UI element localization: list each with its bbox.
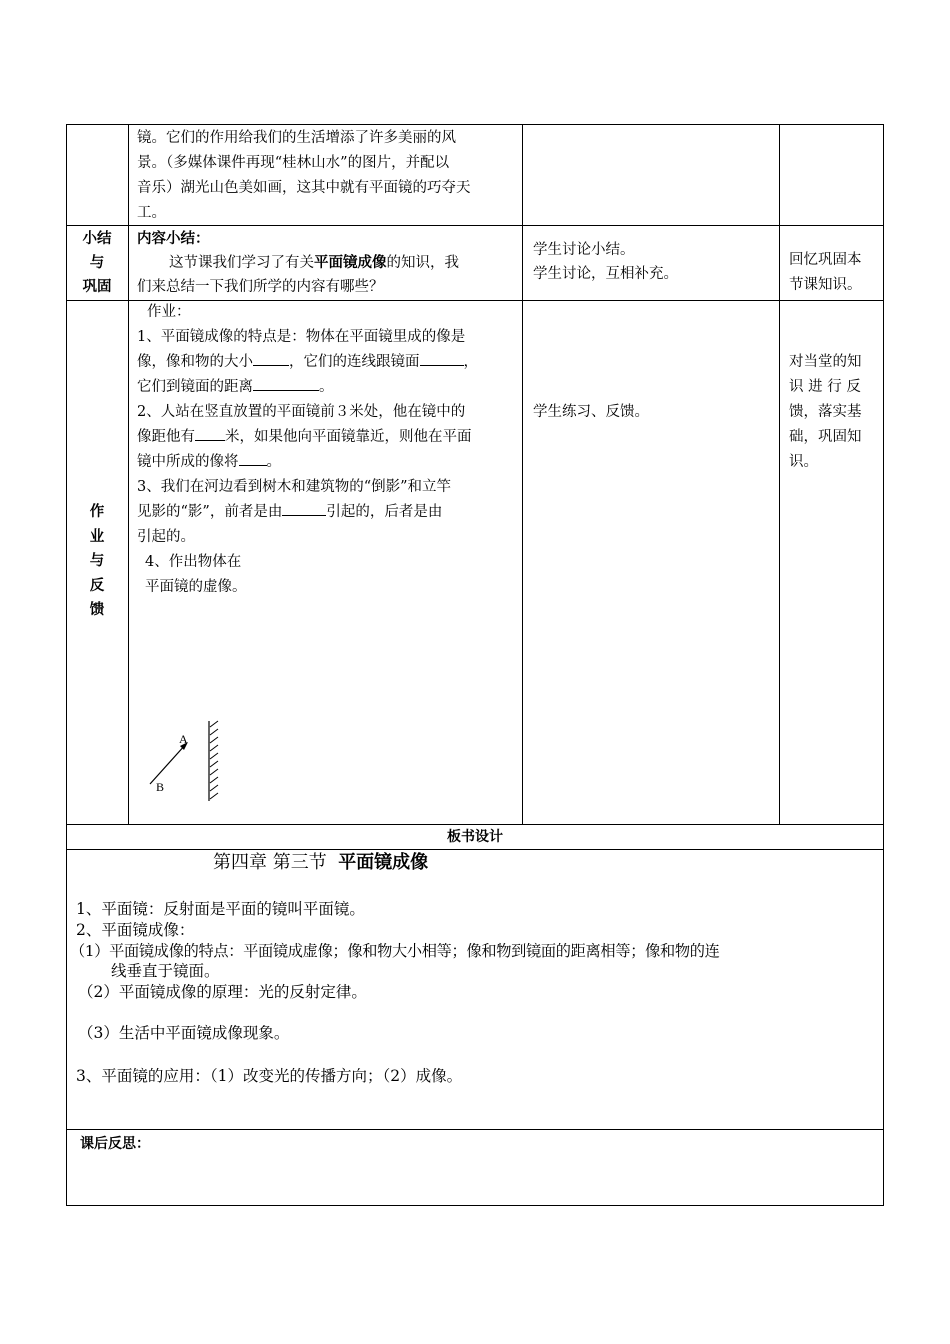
point-a-label: A [179, 732, 188, 746]
homework-label: 作 业 与 反 馈 [89, 504, 105, 618]
intro-content [137, 126, 521, 226]
board-line: 线垂直于镜面。 [111, 962, 220, 980]
homework-title: 作业： [147, 304, 191, 320]
column-divider [779, 124, 780, 824]
homework-purpose: 对当堂的知 识 进 行 反 馈，落实基 础，巩固知 识。 [789, 354, 862, 470]
summary-text-line: 们来总结一下我们所学的内容有哪些？ [137, 279, 384, 295]
question-4: 4、作出物体在 [145, 554, 242, 570]
summary-label: 小结 与 巩固 [82, 231, 112, 295]
column-divider [128, 124, 129, 824]
row-divider [66, 1129, 884, 1130]
board-design-header: 板书设计 [447, 829, 503, 845]
question-1: 1、平面镜成像的特点是：物体在平面镜里成的像是 [137, 329, 466, 345]
question-2: 镜中所成的像将 。 [137, 450, 519, 475]
board-line: 1、平面镜：反射面是平面的镜叫平面镜。 [76, 900, 365, 918]
object-arrow [150, 744, 186, 784]
intro-line: 镜。它们的作用给我们的生活增添了许多美丽的风 [137, 130, 456, 146]
board-line: （3）生活中平面镜成像现象。 [78, 1024, 290, 1042]
row-divider [66, 824, 884, 825]
board-line: （2）平面镜成像的原理：光的反射定律。 [78, 983, 367, 1001]
row-divider [66, 849, 884, 850]
answer-blank [239, 451, 267, 466]
mirror-diagram [140, 715, 230, 805]
question-3: 见影的“影”，前者是由 引起的，后者是由 [137, 500, 519, 525]
board-line: （1）平面镜成像的特点：平面镜成虚像；像和物大小相等；像和物到镜面的距离相等；像和物的连 [70, 942, 720, 960]
intro-line: 音乐）湖光山色美如画，这其中就有平面镜的巧夺天 [137, 180, 471, 196]
question-2: 像距他有 米，如果他向平面镜靠近，则他在平面 [137, 425, 519, 450]
answer-blank [253, 351, 289, 366]
answer-blank [195, 426, 225, 441]
board-line: 3、平面镜的应用：（1）改变光的传播方向；（2）成像。 [76, 1067, 463, 1085]
question-3: 引起的。 [137, 529, 195, 545]
point-b-label: B [156, 780, 165, 794]
summary-purpose: 回忆巩固本 节课知识。 [789, 252, 862, 293]
board-design-title: 第四章 第三节 平面镜成像 [213, 852, 429, 873]
answer-blank [420, 351, 464, 366]
intro-line: 工。 [137, 205, 166, 221]
question-1: 它们到镜面的距离 。 [137, 375, 519, 400]
answer-blank [253, 376, 319, 391]
summary-heading: 内容小结： [137, 231, 210, 247]
summary-student-activity: 学生讨论小结。 学生讨论，互相补充。 [533, 242, 678, 282]
homework-student-activity: 学生练习、反馈。 [533, 404, 649, 420]
question-1: 像，像和物的大小 ，它们的连线跟镜面 ， [137, 350, 519, 375]
answer-blank [282, 501, 326, 516]
reflection-label: 课后反思： [80, 1136, 150, 1152]
homework-content [137, 300, 519, 600]
summary-content [137, 227, 517, 299]
question-3: 3、我们在河边看到树木和建筑物的“倒影”和立竿 [137, 479, 452, 495]
board-line: 2、平面镜成像： [76, 921, 195, 939]
intro-line: 景。（多媒体课件再现“桂林山水”的图片，并配以 [137, 155, 450, 171]
summary-text-line: 这节课我们学习了有关平面镜成像的知识，我 [169, 255, 459, 271]
column-divider [522, 124, 523, 824]
question-2: 2、人站在竖直放置的平面镜前３米处，他在镜中的 [137, 404, 466, 420]
question-4: 平面镜的虚像。 [145, 579, 247, 595]
